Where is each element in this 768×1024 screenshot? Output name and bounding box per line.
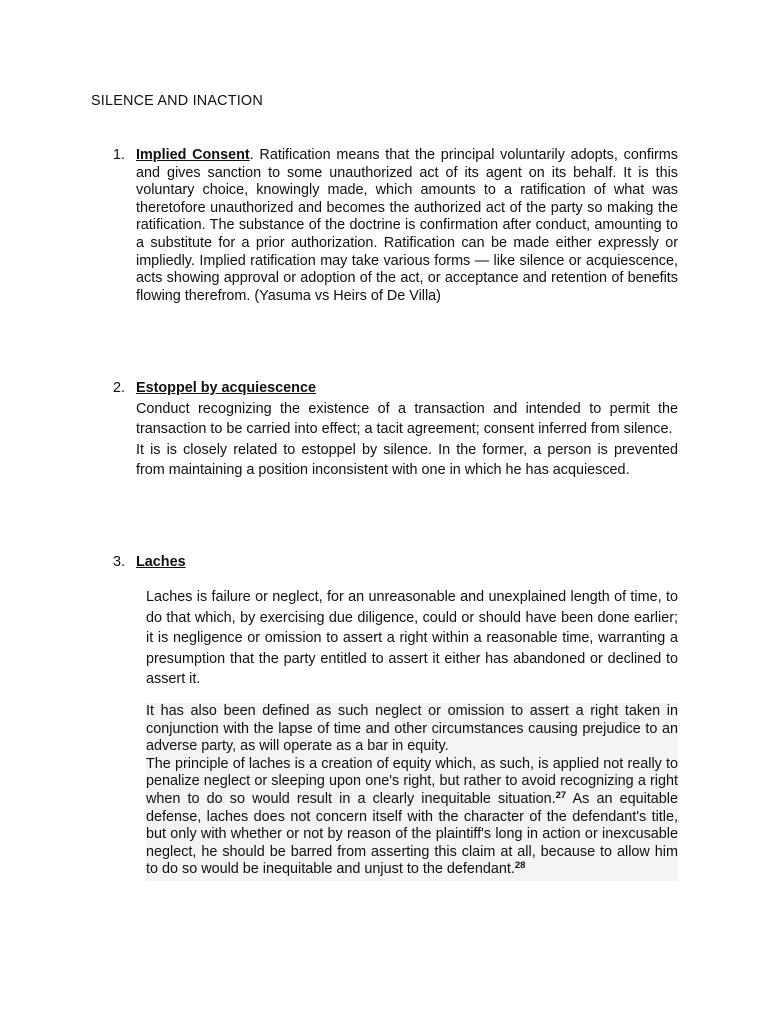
item-heading-suffix: . — [249, 147, 254, 163]
item-number: 1. — [113, 147, 126, 163]
item-number: 3. — [113, 554, 126, 570]
item-body — [136, 552, 678, 573]
list-item-estoppel-by-acquiescence — [113, 378, 678, 481]
list-item-implied-consent — [113, 147, 678, 305]
item-text: Ratification means that the principal voluntarily adopts, confirms and gives sanction to some unauthorized act of its agent on its behalf. It is this voluntary choice, knowingly made, which amounts to a ratification of what was theretofore unauthorized and becomes the authorized act of the party so making the ratification. The substance of the doctrine is confirmation after conduct, amounting to a substitute for a prior authorization. Ratification can be made either expressly or impliedly. Implied ratification may take various forms — like silence or acquiescence, acts showing approval or adoption of the act, or acceptance and retention of benefits flowing therefrom. (Yasuma vs Heirs of De Villa) — [136, 147, 678, 304]
item-paragraph: It has also been defined as such neglect or omission to assert a right taken in conjunction with the lapse of time and other circumstances causing prejudice to an adverse party, as will operate as a bar in equity. — [146, 703, 678, 755]
item-body — [136, 147, 678, 305]
item-heading: Estoppel by acquiescence — [136, 380, 316, 396]
document-title: SILENCE AND INACTION — [91, 93, 263, 109]
paragraph-text: The principle of laches is a creation of equity which, as such, is applied not really to penalize neglect or sleeping upon one's right, but rather to avoid recognizing a right when to do so would result in a clearly inequitable situation. — [146, 755, 678, 807]
item-paragraph: Laches is failure or neglect, for an unreasonable and unexplained length of time, to do that which, by exercising due diligence, could or should have been done earlier; it is negligence or omission to assert a right within a reasonable time, warranting a presumption that the party entitled to assert it either has abandoned or declined to assert it. — [146, 589, 678, 688]
item-number: 2. — [113, 380, 126, 396]
item-heading: Implied Consent — [136, 147, 250, 163]
item-paragraph: Conduct recognizing the existence of a transaction and intended to permit the transaction to be carried into effect; a tacit agreement; consent inferred from silence. — [136, 400, 678, 438]
footnote-ref-27[interactable]: 27 — [555, 789, 567, 801]
item-paragraph — [146, 756, 678, 879]
item-body — [136, 378, 678, 481]
laches-paragraph-2-3 — [146, 703, 678, 881]
item-paragraph: It is is closely related to estoppel by silence. In the former, a person is prevented from maintaining a position inconsistent with one in which he has acquiesced. — [136, 441, 678, 479]
paragraph-text: As an equitable defense, laches does not concern itself with the character of the defendant's title, but only with whether or not by reason of the plaintiff's long in action or inexcusable neglect, he should be barred from asserting this claim at all, because to allow him to do so would be inequitable and unjust to the defendant. — [146, 790, 678, 878]
list-item-laches — [113, 552, 678, 573]
item-heading: Laches — [136, 554, 186, 570]
laches-paragraph-1 — [146, 587, 678, 690]
footnote-ref-28[interactable]: 28 — [514, 860, 526, 872]
